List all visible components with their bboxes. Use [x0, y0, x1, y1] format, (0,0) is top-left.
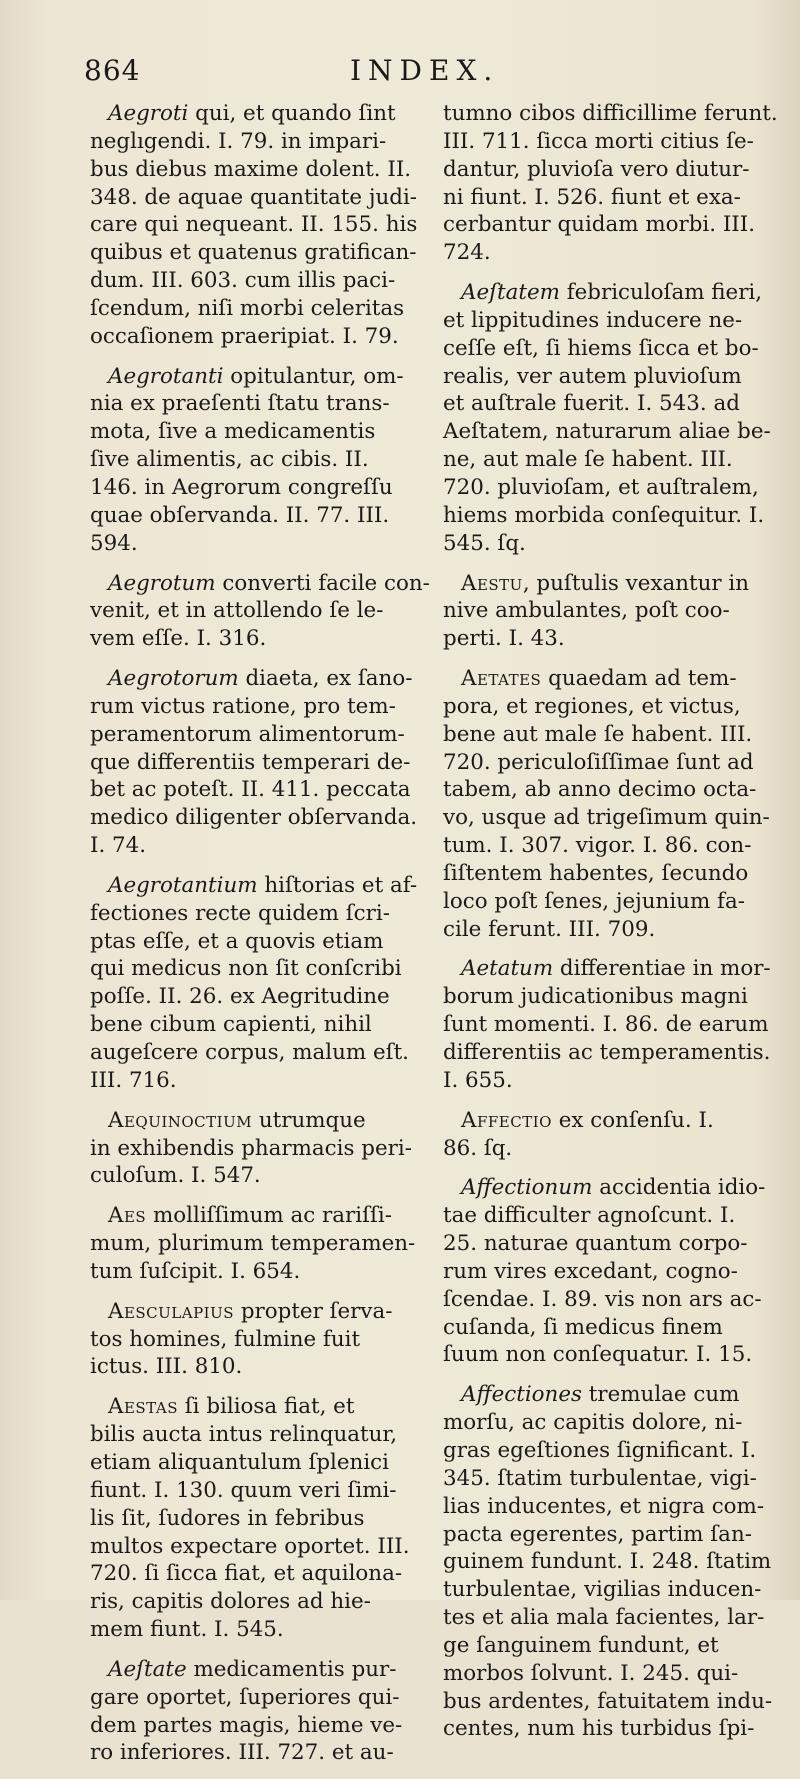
entry-line — [90, 693, 412, 721]
entry-line — [90, 156, 412, 184]
index-entry — [443, 1174, 769, 1369]
entry-text: quaedam ad tem- — [541, 666, 737, 692]
entry-text: ne, aut male ſe habent. III. — [443, 447, 733, 473]
entry-text: multos expectare oportet. III. — [90, 1533, 410, 1559]
entry-text: 348. de aquae quantitate judi- — [90, 184, 418, 210]
entry-text: cile ferunt. III. 709. — [443, 916, 656, 942]
entry-line — [443, 804, 769, 832]
entry-text: converti facile con- — [215, 570, 430, 596]
entry-headword: Aegrotantium — [108, 872, 258, 898]
entry-text: nive ambulantes, poſt coo- — [443, 598, 730, 624]
entry-line — [443, 474, 769, 502]
entry-line — [90, 1067, 412, 1095]
entry-line — [443, 279, 769, 307]
entry-line — [90, 267, 412, 295]
index-entry — [443, 1107, 769, 1163]
entry-text: tes et alia mala facientes, lar- — [443, 1605, 765, 1631]
entry-text: in exhibendis pharmacis peri- — [90, 1135, 412, 1161]
entry-text: 545. ſq. — [443, 530, 526, 556]
entry-text: differentiis ac temperamentis. — [443, 1040, 771, 1065]
entry-headword: Aegrotum — [108, 570, 216, 596]
entry-text: propter ſerva- — [234, 1298, 393, 1324]
entry-line — [90, 900, 412, 928]
entry-line — [443, 1632, 769, 1660]
entry-line — [443, 832, 769, 860]
entry-line — [443, 100, 778, 128]
entry-text: rum vires excedant, cogno- — [443, 1258, 738, 1284]
entry-text: tum ſuſcipit. I. 654. — [90, 1258, 301, 1284]
entry-line — [90, 1135, 412, 1163]
entry-text: qui medicus non ſit conſcribi — [90, 956, 402, 982]
entry-line — [90, 1039, 412, 1067]
entry-text: ge ſanguinem fundunt, et — [443, 1632, 719, 1658]
entry-line — [443, 335, 769, 363]
index-entry — [90, 363, 412, 558]
entry-headword: Aestas — [108, 1394, 178, 1420]
entry-text: morſu, ac capitis dolore, ni- — [443, 1410, 743, 1436]
entry-line — [90, 390, 412, 418]
entry-line — [90, 1656, 412, 1684]
entry-text: gare oportet, ſuperiores qui- — [90, 1684, 400, 1710]
entry-text: qui, et quando ſint — [188, 101, 396, 126]
index-entry — [90, 1656, 412, 1767]
entry-line — [90, 1449, 412, 1477]
index-entry — [90, 1393, 412, 1644]
entry-text: et auſtrale fuerit. I. 543. ad — [443, 391, 740, 417]
entry-text: mota, ſive a medicamentis — [90, 419, 376, 445]
entry-line — [443, 363, 769, 391]
entry-text: rum victus ratione, pro tem- — [90, 693, 396, 719]
entry-text: poſſe. II. 26. ex Aegritudine — [90, 984, 390, 1010]
entry-line — [443, 721, 769, 749]
entry-line — [443, 625, 769, 653]
entry-line — [90, 570, 430, 598]
index-entry — [443, 570, 769, 654]
index-entry — [443, 100, 778, 267]
entry-line — [443, 1437, 769, 1465]
entry-line — [443, 418, 769, 446]
entry-text: dantur, pluvioſa vero diutur- — [443, 156, 750, 182]
entry-text: bene cibum capienti, nihil — [90, 1012, 372, 1038]
entry-headword: Aeſtatem — [461, 280, 560, 306]
entry-text: borum judicationibus magni — [443, 984, 748, 1010]
entry-line — [443, 983, 769, 1011]
entry-text: tabem, ab anno decimo octa- — [443, 777, 757, 803]
entry-text: III. 716. — [90, 1067, 177, 1093]
entry-text: morbos ſolvunt. I. 245. qui- — [443, 1660, 739, 1686]
entry-text: dum. III. 603. cum illis paci- — [90, 268, 396, 294]
entry-text: hiſtorias et af- — [257, 872, 418, 898]
entry-text: fectiones recte quidem ſcri- — [90, 900, 390, 926]
entry-text: bilis aucta intus relinquatur, — [90, 1422, 398, 1448]
entry-text: III. 711. ſicca morti citius ſe- — [443, 128, 754, 154]
entry-text: molliſſimum ac rariſſi- — [146, 1203, 392, 1229]
entry-text: 86. ſq. — [443, 1135, 513, 1161]
entry-line — [90, 1616, 412, 1644]
entry-text: mem fiunt. I. 545. — [90, 1617, 284, 1643]
entry-text: diaeta, ex ſano- — [238, 666, 413, 692]
entry-text: dem partes magis, hieme ve- — [90, 1712, 403, 1738]
entry-headword: Affectiones — [461, 1382, 582, 1408]
index-entry — [90, 1298, 412, 1382]
entry-line — [90, 1298, 412, 1326]
entry-text: augeſcere corpus, malum eſt. — [90, 1040, 409, 1065]
entry-line — [443, 1202, 769, 1230]
entry-headword: Aequinoctium — [108, 1107, 253, 1133]
entry-line — [443, 1715, 769, 1743]
entry-text: 724. — [443, 240, 491, 266]
entry-text: centes, num his turbidus ſpi- — [443, 1716, 755, 1742]
entry-line — [90, 100, 412, 128]
entry-line — [443, 1258, 769, 1286]
entry-line — [443, 446, 769, 474]
entry-text: vem eſſe. I. 316. — [90, 626, 267, 652]
entry-headword: Aeſtate — [108, 1656, 187, 1682]
entry-headword: Aestu — [461, 570, 523, 596]
index-entry — [90, 570, 430, 654]
entry-line — [443, 1688, 773, 1716]
entry-line — [90, 1162, 412, 1190]
entry-line — [90, 530, 412, 558]
entry-line — [90, 446, 412, 474]
entry-text: neglıgendi. I. 79. in impari- — [90, 128, 387, 154]
entry-text: tos homines, fulmine fuit — [90, 1326, 361, 1352]
entry-text: venit, et in attollendo ſe le- — [90, 598, 384, 624]
entry-line — [443, 1230, 769, 1258]
entry-line — [443, 239, 769, 267]
entry-line — [90, 1739, 412, 1767]
entry-line — [443, 1067, 769, 1095]
entry-text: turbulentae, vigilias inducen- — [443, 1577, 762, 1603]
entry-text: lias inducentes, et nigra com- — [443, 1493, 765, 1519]
entry-line — [90, 474, 412, 502]
entry-text: ſuum non conſequatur. I. 15. — [443, 1342, 753, 1368]
entry-line — [443, 1465, 769, 1493]
entry-text: ni fiunt. I. 526. fiunt et exa- — [443, 184, 741, 210]
entry-line — [90, 804, 417, 832]
index-entry — [90, 1107, 412, 1191]
entry-line — [443, 1548, 772, 1576]
entry-text: 720. ſi ſicca fiat, et aquilona- — [90, 1561, 403, 1587]
entry-text: culoſum. I. 547. — [90, 1163, 261, 1189]
entry-text: guinem fundunt. I. 248. ſtatim — [443, 1549, 772, 1575]
entry-line — [443, 1174, 769, 1202]
entry-text: perti. I. 43. — [443, 626, 565, 652]
entry-line — [443, 1107, 769, 1135]
entry-line — [443, 916, 769, 944]
entry-text: realis, ver autem pluvioſum — [443, 363, 742, 389]
entry-line — [443, 1011, 769, 1039]
entry-text: ſive alimentis, ac cibis. II. — [90, 447, 369, 473]
entry-line — [90, 1533, 412, 1561]
entry-headword: Aegroti — [108, 101, 189, 126]
entry-text: pacta egerentes, partim ſan- — [443, 1521, 752, 1547]
index-entry — [90, 872, 418, 1095]
entry-text: ſunt momenti. I. 86. de earum — [443, 1012, 769, 1038]
entry-line — [90, 1588, 412, 1616]
entry-line — [443, 1576, 769, 1604]
entry-headword: Aesculapius — [108, 1298, 235, 1324]
entry-text: ictus. III. 810. — [90, 1354, 243, 1380]
entry-line — [443, 502, 769, 530]
entry-headword: Aegrotorum — [108, 666, 239, 692]
entry-line — [443, 665, 769, 693]
entry-text: accidentia idio- — [592, 1175, 766, 1201]
entry-line — [443, 1039, 769, 1067]
entry-text: medicamentis pur- — [186, 1656, 397, 1682]
entry-line — [443, 693, 769, 721]
entry-line — [90, 1477, 412, 1505]
entry-line — [90, 1230, 416, 1258]
entry-text: etiam aliquantulum ſplenici — [90, 1449, 389, 1475]
entry-text: tum. I. 307. vigor. I. 86. con- — [443, 833, 752, 859]
entry-text: ſcendum, niſi morbi celeritas — [90, 295, 405, 321]
entry-text: bus ardentes, fatuitatem indu- — [443, 1688, 773, 1714]
entry-line — [443, 1135, 769, 1163]
entry-text: que differentiis temperari de- — [90, 749, 411, 775]
entry-line — [443, 1341, 769, 1369]
entry-text: 720. pluvioſam, et auſtralem, — [443, 474, 759, 500]
entry-text: tae difficulter agnoſcunt. I. — [443, 1203, 736, 1229]
entry-headword: Aes — [108, 1203, 147, 1229]
index-entry — [443, 279, 769, 557]
entry-text: ptas eſſe, et a quovis etiam — [90, 928, 384, 954]
entry-text: hiems morbida conſequitur. I. — [443, 502, 765, 528]
entry-line — [90, 239, 417, 267]
entry-text: 25. naturae quantum corpo- — [443, 1231, 748, 1257]
entry-line — [443, 390, 769, 418]
entry-line — [443, 1521, 769, 1549]
entry-text: 720. periculoſiſſimae ſunt ad — [443, 749, 754, 775]
entry-line — [443, 860, 769, 888]
entry-text: nia ex praeſenti ſtatu trans- — [90, 391, 390, 417]
entry-line — [90, 128, 412, 156]
index-entry — [90, 1202, 416, 1286]
entry-text: gras egeſtiones ſignificant. I. — [443, 1437, 757, 1463]
entry-text: utrumque — [252, 1107, 366, 1133]
entry-line — [90, 1505, 412, 1533]
entry-line — [90, 665, 412, 693]
entry-text: opitulantur, om- — [223, 363, 404, 389]
index-column-left — [90, 100, 430, 1779]
entry-text: care qui nequeant. II. 155. his — [90, 212, 418, 238]
entry-line — [443, 184, 769, 212]
entry-text: ſcendae. I. 89. vis non ars ac- — [443, 1286, 762, 1312]
entry-text: cerbantur quidam morbi. III. — [443, 212, 755, 238]
entry-text: 594. — [90, 530, 138, 556]
index-entry — [443, 665, 769, 943]
entry-line — [443, 888, 769, 916]
entry-text: Aeſtatem, naturarum aliae be- — [443, 419, 771, 445]
entry-text: peramentorum alimentorum- — [90, 721, 405, 747]
index-entry — [443, 955, 769, 1094]
entry-line — [90, 1421, 412, 1449]
entry-line — [90, 184, 418, 212]
entry-line — [90, 776, 412, 804]
entry-line — [443, 1286, 769, 1314]
index-entry — [90, 665, 417, 860]
entry-line — [90, 363, 412, 391]
entry-text: loco poſt ſenes, jejunium fa- — [443, 888, 745, 914]
entry-line — [90, 597, 412, 625]
entry-line — [90, 625, 412, 653]
entry-line — [90, 323, 412, 351]
entry-text: I. 655. — [443, 1067, 513, 1093]
entry-text: ex conſenſu. I. — [551, 1107, 714, 1133]
entry-line — [90, 1011, 412, 1039]
entry-line — [90, 872, 418, 900]
entry-line — [443, 307, 769, 335]
entry-line — [90, 1393, 412, 1421]
entry-headword: Affectio — [461, 1107, 552, 1133]
entry-line — [90, 1202, 412, 1230]
entry-line — [90, 955, 412, 983]
entry-line — [90, 749, 412, 777]
entry-text: lis ſit, ſudores in febribus — [90, 1505, 365, 1531]
page-header — [0, 54, 800, 94]
entry-line — [443, 1314, 769, 1342]
entry-text: bus diebus maxime dolent. II. — [90, 156, 412, 182]
page-number: 864 — [84, 54, 141, 87]
entry-line — [443, 1409, 769, 1437]
entry-text: occaſionem praeripiat. I. 79. — [90, 323, 399, 349]
entry-line — [443, 1660, 769, 1688]
entry-line — [90, 928, 412, 956]
entry-text: bet ac poteſt. II. 411. peccata — [90, 777, 411, 803]
entry-text: tumno cibos difficillime ferunt. — [443, 101, 778, 126]
entry-line — [90, 1326, 412, 1354]
entry-text: et lippitudines inducere ne- — [443, 307, 743, 333]
entry-line — [443, 1604, 769, 1632]
entry-text: medico diligenter obſervanda. — [90, 805, 417, 831]
entry-text: cuſanda, ſi medicus finem — [443, 1314, 723, 1340]
entry-text: ro inferiores. III. 727. et au- — [90, 1740, 394, 1766]
entry-headword: Aetates — [461, 666, 542, 692]
entry-text: ſi biliosa fiat, et — [177, 1394, 355, 1420]
entry-line — [443, 776, 769, 804]
entry-line — [443, 156, 769, 184]
entry-line — [443, 955, 769, 983]
entry-line — [90, 1258, 412, 1286]
entry-line — [443, 570, 769, 598]
entry-line — [90, 502, 412, 530]
entry-text: 345. ſtatim turbulentae, vigi- — [443, 1465, 757, 1491]
entry-line — [90, 721, 412, 749]
entry-line — [90, 295, 412, 323]
entry-text: 146. in Aegrorum congreſſu — [90, 474, 393, 500]
entry-line — [90, 832, 412, 860]
entry-text: , puſtulis vexantur in — [522, 570, 749, 596]
entry-text: pora, et regiones, et victus, — [443, 693, 741, 719]
entry-headword: Aegrotanti — [108, 363, 224, 389]
entry-line — [90, 418, 412, 446]
entry-line — [90, 1712, 412, 1740]
entry-line — [90, 1560, 412, 1588]
entry-line — [90, 983, 412, 1011]
entry-line — [443, 128, 769, 156]
index-entry — [90, 100, 418, 351]
entry-text: bene aut male ſe habent. III. — [443, 721, 753, 747]
entry-line — [443, 211, 769, 239]
entry-line — [443, 749, 769, 777]
entry-text: differentiae in mor- — [553, 956, 771, 982]
entry-headword: Aetatum — [461, 956, 554, 982]
running-title: INDEX. — [350, 54, 500, 87]
entry-text: quae obſervanda. II. 77. III. — [90, 502, 390, 528]
entry-line — [90, 1353, 412, 1381]
entry-text: tremulae cum — [581, 1382, 740, 1408]
index-entry — [443, 1381, 773, 1743]
entry-line — [90, 211, 418, 239]
entry-line — [443, 597, 769, 625]
entry-text: fiunt. I. 130. quum veri ſimi- — [90, 1477, 397, 1503]
entry-text: ceſſe eſt, ſi hiems ſicca et bo- — [443, 335, 759, 361]
entry-line — [443, 530, 769, 558]
entry-text: quibus et quatenus gratifican- — [90, 240, 417, 266]
entry-line — [90, 1684, 412, 1712]
entry-text: mum, plurimum temperamen- — [90, 1231, 416, 1257]
entry-line — [443, 1493, 769, 1521]
entry-text: vo, usque ad trigeſimum quin- — [443, 805, 770, 831]
entry-text: febriculoſam fieri, — [559, 280, 763, 306]
entry-text: I. 74. — [90, 833, 147, 859]
index-column-right — [443, 100, 778, 1755]
entry-text: ris, capitis dolores ad hie- — [90, 1589, 371, 1615]
entry-line — [90, 1107, 412, 1135]
entry-line — [443, 1381, 769, 1409]
entry-headword: Affectionum — [461, 1175, 593, 1201]
entry-text: ſiſtentem habentes, ſecundo — [443, 860, 749, 886]
